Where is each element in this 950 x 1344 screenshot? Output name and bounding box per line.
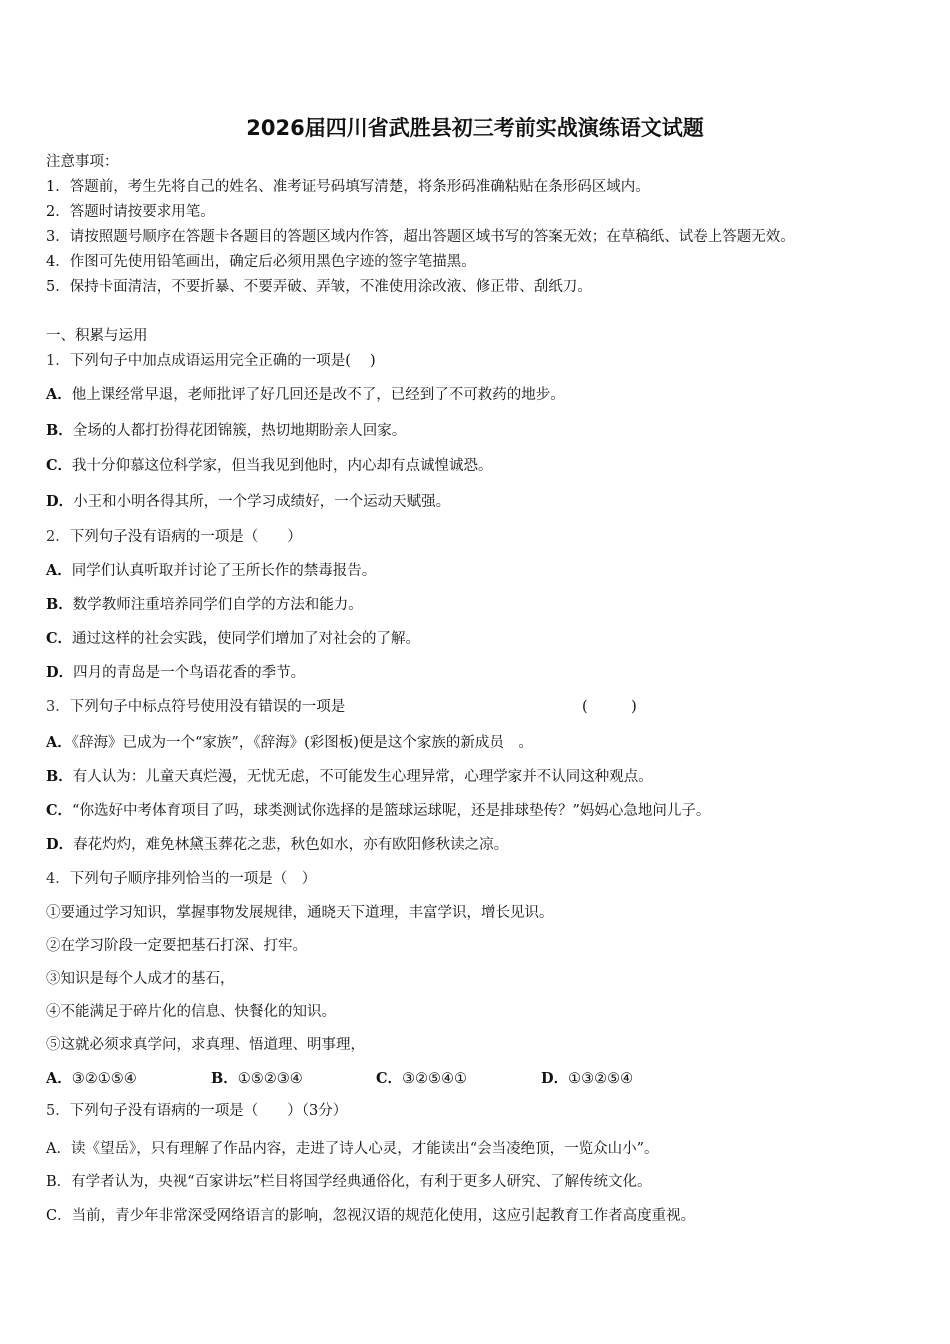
sentence-item: ⑤这就必须求真学问，求真理、悟道理、明事理， [46, 1037, 365, 1053]
option-row [46, 1069, 706, 1089]
sentence-item: ③知识是每个人成才的基石， [46, 971, 235, 987]
option-b [46, 767, 653, 787]
option-text: ③②⑤④① [402, 1071, 468, 1087]
page-title: 2026届四川省武胜县初三考前实战演练语文试题 [246, 116, 704, 140]
option-text: 通过这样的社会实践，使同学们增加了对社会的了解。 [72, 631, 421, 647]
sentence-item: ②在学习阶段一定要把基石打深、打牢。 [46, 938, 307, 954]
option-label: B． [46, 422, 73, 439]
option-text: 数学教师注重培养同学们自学的方法和能力。 [72, 597, 363, 613]
option-text: 我十分仰慕这位科学家，但当我见到他时，内心却有点诚惶诚恐。 [72, 458, 493, 474]
question-number: 5． [46, 1103, 70, 1119]
question-2 [46, 527, 302, 547]
option-c [46, 629, 420, 649]
option-text: 他上课经常早退，老师批评了好几回还是改不了，已经到了不可救药的地步。 [71, 387, 565, 403]
option-label: C． [376, 1070, 403, 1087]
question-4 [46, 869, 316, 889]
option-label: A． [46, 562, 72, 579]
option-text: 全场的人都打扮得花团锦簇，热切地期盼亲人回家。 [72, 423, 407, 439]
notice-item: 4．作图可先使用铅笔画出，确定后必须用黑色字迹的签字笔描黑。 [46, 254, 476, 270]
notice-item: 5．保持卡面清洁，不要折暴、不要弄破、弄皱，不准使用涂改液、修正带、刮纸刀。 [46, 279, 592, 295]
option-label: C． [46, 457, 73, 474]
option-text: 四月的青岛是一个鸟语花香的季节。 [73, 665, 306, 681]
option-c [376, 1069, 541, 1089]
question-3 [46, 697, 345, 717]
option-label: C． [46, 1208, 72, 1224]
option-d [46, 835, 508, 855]
option-text: 同学们认真听取并讨论了王所长作的禁毒报告。 [71, 563, 377, 579]
option-label: B． [46, 1174, 72, 1190]
question-number: 2． [46, 529, 70, 545]
option-text: 春花灼灼，难免林黛玉葬花之悲，秋色如水，亦有欧阳修秋读之凉。 [73, 837, 509, 853]
option-b [46, 595, 363, 615]
option-label: D． [46, 493, 74, 510]
question-stem: 下列句子中加点成语运用完全正确的一项是( ) [69, 353, 376, 369]
option-b [46, 1172, 651, 1192]
notice-item: 1．答题前，考生先将自己的姓名、准考证号码填写清楚，将条形码准确粘贴在条形码区域内。 [46, 179, 650, 195]
question-number: 4． [46, 871, 70, 887]
sentence-item: ④不能满足于碎片化的信息、快餐化的知识。 [46, 1004, 336, 1020]
question-stem: 下列句子没有语病的一项是（ ） [69, 529, 302, 545]
option-a [46, 385, 565, 405]
option-c [46, 456, 493, 476]
option-label: A． [46, 734, 72, 751]
section-heading: 一、积累与运用 [46, 328, 148, 344]
option-label: A． [46, 386, 72, 403]
option-label: B． [46, 596, 73, 613]
option-d [541, 1069, 706, 1089]
option-label: A． [46, 1070, 72, 1087]
option-label: B． [46, 768, 73, 785]
question-stem: 下列句子顺序排列恰当的一项是（ ） [69, 871, 317, 887]
option-text: ①⑤②③④ [237, 1071, 303, 1087]
option-label: B． [211, 1070, 238, 1087]
option-c [46, 801, 710, 821]
option-text: 有人认为：儿童天真烂漫，无忧无虑，不可能发生心理异常，心理学家并不认同这种观点。 [72, 769, 653, 785]
question-stem: 下列句子中标点符号使用没有错误的一项是 [69, 699, 346, 715]
option-a [46, 561, 376, 581]
option-text: 读《望岳》，只有理解了作品内容，走进了诗人心灵，才能读出“会当凌绝顶，一览众山小”。 [70, 1141, 659, 1157]
option-d [46, 492, 450, 512]
notice-item: 2．答题时请按要求用笔。 [46, 204, 215, 220]
option-text: “你选好中考体育项目了吗，球类测试你选择的是篮球运球呢，还是排球垫传？”妈妈心急地问儿子。 [72, 803, 711, 819]
option-text: 当前，青少年非常深受网络语言的影响，忽视汉语的规范化使用，这应引起教育工作者高度重视。 [71, 1208, 696, 1224]
option-b [211, 1069, 376, 1089]
option-text: 《辞海》已成为一个“家族”，《辞海》(彩图板)便是这个家族的新成员 。 [71, 735, 533, 751]
option-a [46, 1139, 659, 1159]
question-number: 1． [46, 353, 70, 369]
option-text: 有学者认为，央视“百家讲坛”栏目将国学经典通俗化，有利于更多人研究、了解传统文化。 [71, 1174, 652, 1190]
question-1 [46, 351, 376, 371]
option-text: ①③②⑤④ [568, 1071, 634, 1087]
notice-heading: 注意事项： [46, 154, 119, 170]
option-b [46, 421, 406, 441]
option-label: D． [46, 836, 74, 853]
option-label: C． [46, 802, 73, 819]
option-a [46, 733, 533, 753]
option-a [46, 1069, 211, 1089]
question-stem: 下列句子没有语病的一项是（ ）（3分） [69, 1103, 348, 1119]
option-label: A． [46, 1141, 71, 1157]
question-number: 3． [46, 699, 70, 715]
sentence-item: ①要通过学习知识，掌握事物发展规律，通晓天下道理，丰富学识，增长见识。 [46, 905, 554, 921]
option-label: C． [46, 630, 73, 647]
option-text: 小王和小明各得其所，一个学习成绩好，一个运动天赋强。 [73, 494, 451, 510]
option-c [46, 1206, 695, 1226]
option-text: ③②①⑤④ [71, 1071, 137, 1087]
option-label: D． [46, 664, 74, 681]
option-d [46, 663, 305, 683]
answer-paren: ( ) [582, 699, 637, 715]
question-5 [46, 1101, 347, 1121]
option-label: D． [541, 1070, 569, 1087]
notice-item: 3．请按照题号顺序在答题卡各题目的答题区域内作答，超出答题区域书写的答案无效；在草稿纸、试卷上答题无效。 [46, 229, 795, 245]
